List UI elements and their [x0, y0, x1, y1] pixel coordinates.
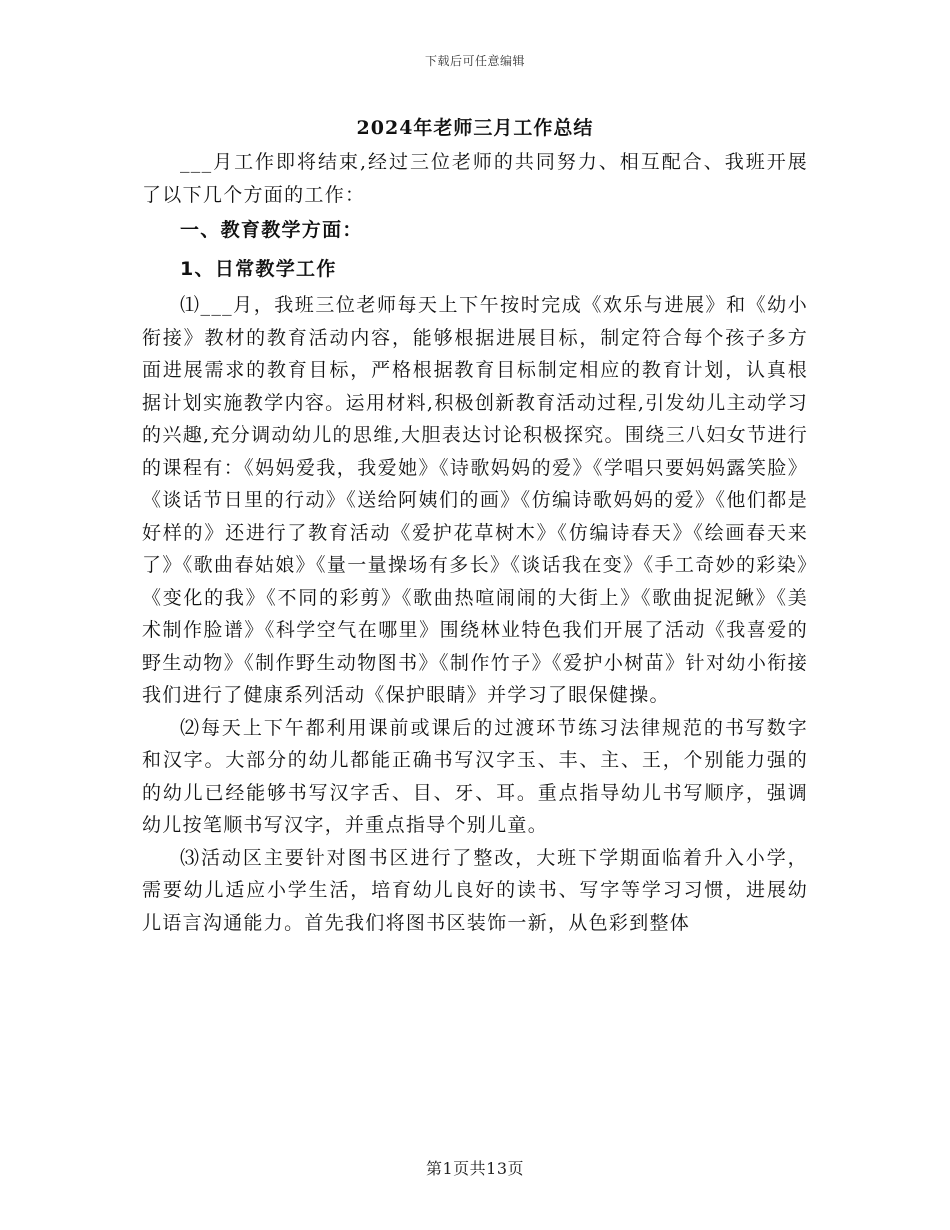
paragraph-2: ⑵每天上下午都利用课前或课后的过渡环节练习法律规范的书写数字和汉字。大部分的幼儿都能正确书写汉字玉、丰、主、王，个别能力强的的幼儿已经能够书写汉字舌、目、牙、耳。重点指导幼儿书写顺序，强调幼儿按笔顺书写汉字，并重点指导个别儿童。	[142, 716, 808, 836]
document-body	[142, 146, 808, 939]
header-note: 下载后可任意编辑	[424, 54, 525, 68]
page-footer: 第1页共13页	[425, 1159, 525, 1178]
paragraph-3: ⑶活动区主要针对图书区进行了整改，大班下学期面临着升入小学，需要幼儿适应小学生活，培育幼儿良好的读书、写字等学习习惯，进展幼儿语言沟通能力。首先我们将图书区装饰一新，从色彩到整体	[142, 846, 808, 934]
paragraph-1: ⑴___月，我班三位老师每天上下午按时完成《欢乐与进展》和《幼小衔接》教材的教育活动内容，能够根据进展目标，制定符合每个孩子多方面进展需求的教育目标，严格根据教育目标制定相应的教育计划，认真根据计划实施教学内容。运用材料,积极创新教育活动过程,引发幼儿主动学习的兴趣,充分调动幼儿的思维,大胆表达讨论积极探究。围绕三八妇女节进行的课程有：《妈妈爱我，我爱她》《诗歌妈妈的爱》《学唱只要妈妈露笑脸》《谈话节日里的行动》《送给阿姨们的画》《仿编诗歌妈妈的爱》《他们都是好样的》还进行了教育活动《爱护花草树木》《仿编诗春天》《绘画春天来了》《歌曲春姑娘》《量一量操场有多长》《谈话我在变》《手工奇妙的彩染》《变化的我》《不同的彩剪》《歌曲热喧闹闹的大街上》《歌曲捉泥鳅》《美术制作脸谱》《科学空气在哪里》围绕林业特色我们开展了活动《我喜爱的野生动物》《制作野生动物图书》《制作竹子》《爱护小树苗》针对幼小衔接我们进行了健康系列活动《保护眼睛》并学习了眼保健操。	[142, 294, 808, 706]
page-title: 2024年老师三月工作总结	[356, 117, 594, 139]
section-heading: 一、教育教学方面：	[180, 219, 363, 241]
subsection-heading: 1、日常教学工作	[180, 258, 337, 280]
intro-paragraph: ___月工作即将结束,经过三位老师的共同努力、相互配合、我班开展了以下几个方面的工作：	[142, 151, 808, 206]
